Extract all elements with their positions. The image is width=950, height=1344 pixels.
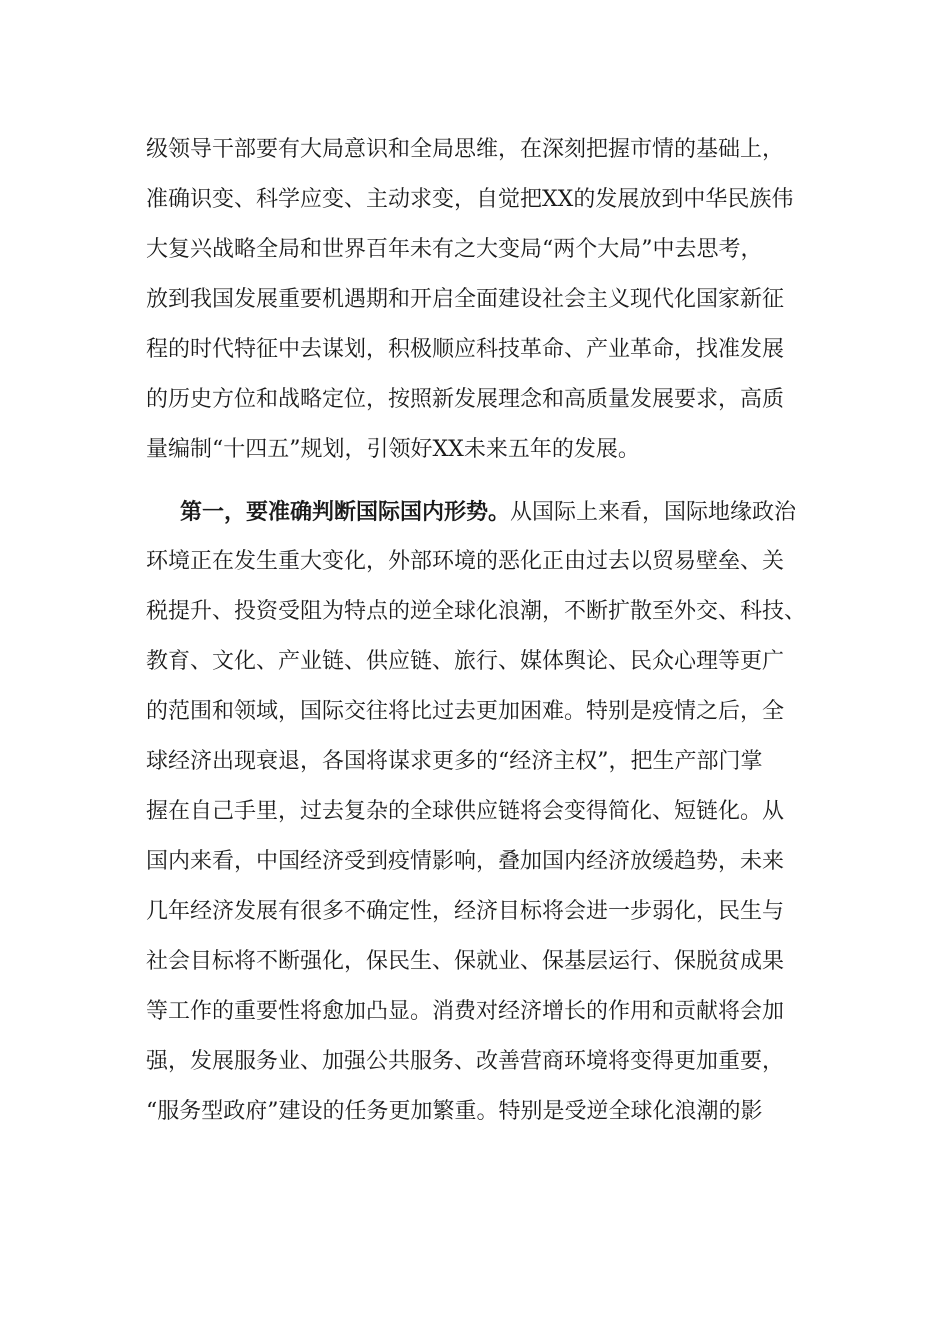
text-line: “服务型政府”建设的任务更加繁重。特别是受逆全球化浪潮的影: [146, 1099, 763, 1124]
text-line: 的范围和领域，国际交往将比过去更加困难。特别是疫情之后，全: [146, 699, 785, 724]
text-line: [180, 487, 796, 537]
text-line: 球经济出现衰退，各国将谋求更多的“经济主权”，把生产部门掌: [146, 749, 763, 774]
text-line: 量编制“十四五”规划，引领好XX未来五年的发展。: [146, 437, 640, 462]
text-line: 准确识变、科学应变、主动求变，自觉把XX的发展放到中华民族伟: [146, 187, 794, 212]
text-line: 社会目标将不断强化，保民生、保就业、保基层运行、保脱贫成果: [146, 949, 785, 974]
text-line: 几年经济发展有很多不确定性，经济目标将会进一步弱化，民生与: [146, 899, 785, 924]
text-line: 放到我国发展重要机遇期和开启全面建设社会主义现代化国家新征: [146, 287, 785, 312]
text-line: 等工作的重要性将愈加凸显。消费对经济增长的作用和贡献将会加: [146, 999, 785, 1024]
text-line: 教育、文化、产业链、供应链、旅行、媒体舆论、民众心理等更广: [146, 649, 785, 674]
text-line: 强，发展服务业、加强公共服务、改善营商环境将变得更加重要，: [146, 1049, 785, 1074]
paragraph-heading: 第一，要准确判断国际国内形势。: [180, 499, 511, 525]
text-line: 级领导干部要有大局意识和全局思维，在深刻把握市情的基础上，: [146, 137, 785, 162]
text-line: 大复兴战略全局和世界百年未有之大变局“两个大局”中去思考，: [146, 237, 763, 262]
text-line: 环境正在发生重大变化，外部环境的恶化正由过去以贸易壁垒、关: [146, 549, 785, 574]
text-line: 程的时代特征中去谋划，积极顺应科技革命、产业革命，找准发展: [146, 337, 785, 362]
text-line: 税提升、投资受阻为特点的逆全球化浪潮，不断扩散至外交、科技、: [146, 599, 807, 624]
paragraph-text: 从国际上来看，国际地缘政治: [510, 500, 797, 525]
text-line: 的历史方位和战略定位，按照新发展理念和高质量发展要求，高质: [146, 387, 785, 412]
text-line: 国内来看，中国经济受到疫情影响，叠加国内经济放缓趋势，未来: [146, 849, 785, 874]
text-line: 握在自己手里，过去复杂的全球供应链将会变得简化、短链化。从: [146, 799, 785, 824]
